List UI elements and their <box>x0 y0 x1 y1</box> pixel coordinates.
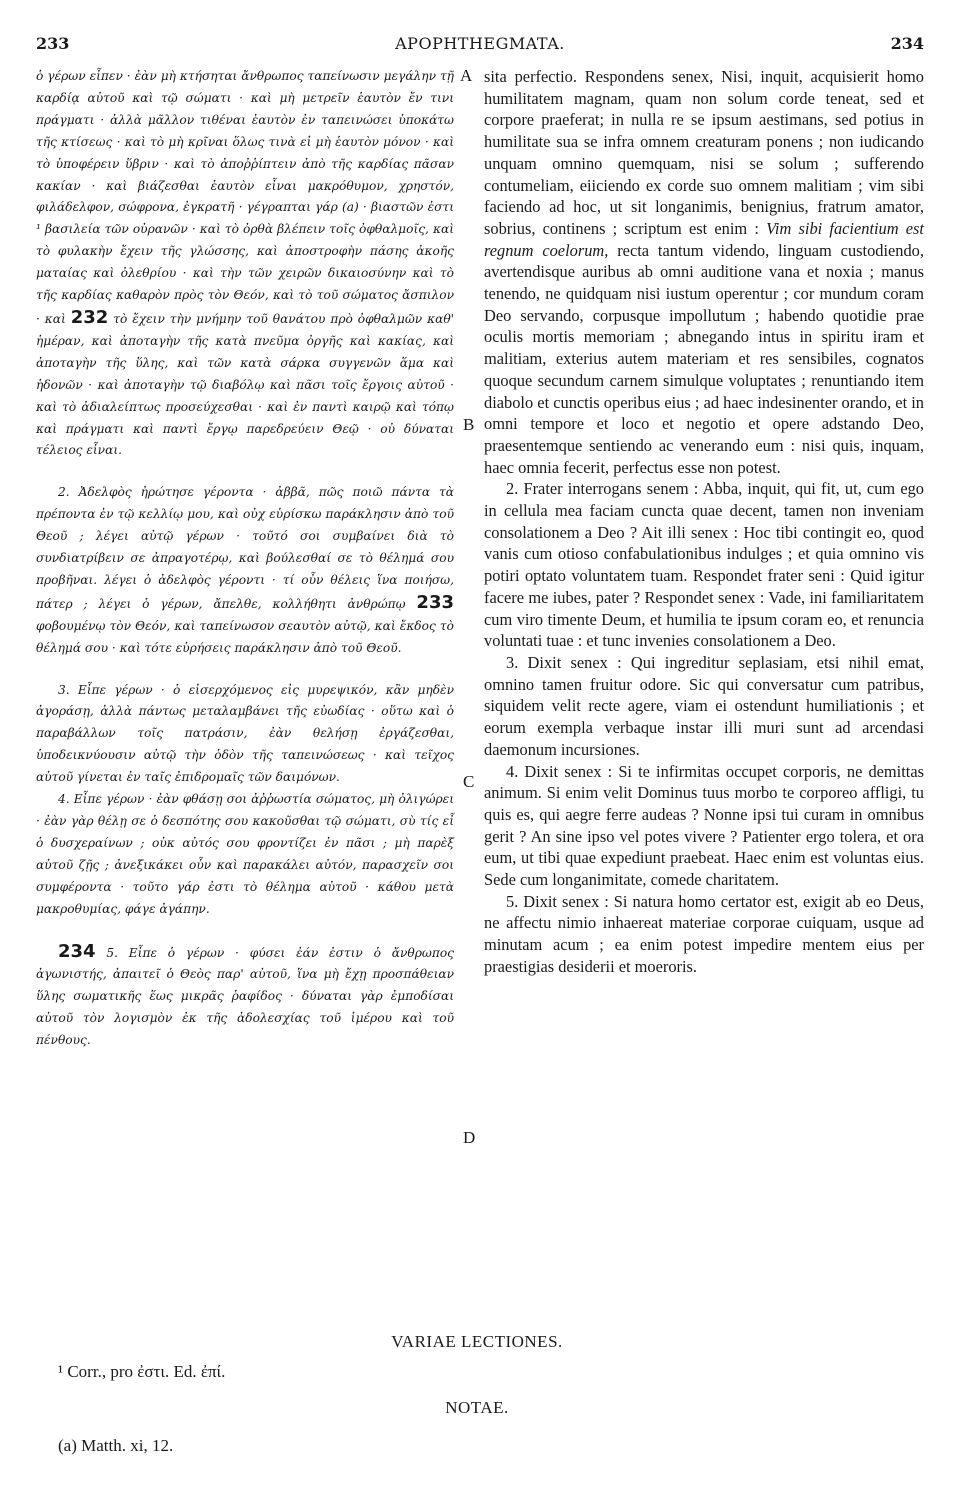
latin-text-1a: sita perfectio. Respondens senex, Nisi, inquit, acquisierit homo humilitatem magnam, quam non solum corde teneat, sed et corpore praeferat; in nulla re se ipsum aestimans, sed potius in humilitate sua se infra omnem creaturam ponens ; non iudicando unquam omnino quemquam, nisi se solum ; sufferendo contumeliam, eiiciendo ex corde suo omnem malitiam ; vim sibi faciendo ad hoc, ut sit longanimis, benignius, fratrum amator, sobrius, continens ; scriptum est enim : <box>484 67 924 238</box>
notae-heading: NOTAE. <box>445 1398 509 1417</box>
greek-paragraph-1 <box>36 66 454 462</box>
right-page-number: 234 <box>890 34 924 53</box>
greek-text-2b: φοβουμένῳ τὸν Θεόν, καὶ ταπείνωσον σεαυτὸν αὐτῷ, καὶ ἔκδος τὸ θέλημά σου · καὶ τότε εὑρήσεις παράκλησιν ἀπὸ τοῦ Θεοῦ. <box>36 618 454 655</box>
latin-column <box>484 66 924 978</box>
column-number-234: 234 <box>58 940 96 962</box>
greek-text-2a: 2. Ἀδελφὸς ἠρώτησε γέροντα · ἀββᾶ, πῶς ποιῶ πάντα τὰ πρέποντα ἐν τῷ κελλίῳ μου, καὶ οὐχ εὑρίσκω παράκλησιν ἀπὸ τοῦ Θεοῦ ; λέγει αὐτῷ γέρων · τοῦτό σοι συμβαίνει διὰ τὸ συνδιατρίβειν σε ἀπραγοτέρῳ, καὶ βούλεσθαί σε τὸ θέλημά σου προβῆναι. λέγει ὁ ἀδελφὸς γέροντι · τί οὖν θέλεις ἵνα ποιήσω, πάτερ ; λέγει ὁ γέρων, ἄπελθε, κολλήθητι ἀνθρώπῳ <box>36 485 454 611</box>
running-title: APOPHTHEGMATA. <box>395 34 565 53</box>
margin-letter-a: A <box>460 66 473 85</box>
column-number-232: 232 <box>70 306 109 328</box>
greek-paragraph-2 <box>36 482 454 659</box>
variae-lectiones-heading: VARIAE LECTIONES. <box>391 1332 563 1351</box>
note-a: (a) Matth. xi, 12. <box>58 1436 174 1455</box>
latin-paragraph-2: 2. Frater interrogans senem : Abba, inquit, qui fit, ut, cum ego in cellula mea faciam cuncta quae decent, tamen non inveniam consolationem a Deo ? Ait illi senex : Hoc tibi contingit eo, quod vanis cum otioso confabulationibus indulges ; et quia omnino vis potiri optato voluntatem tuam. Respondet frater seni : Quid igitur facere me iubes, pater ? Respondet senex : Vade, ini familiaritatem cum viro timente Deum, et humilia te ipsum coram eo, et renuncia voluntati tuae : et tunc invenies consolationem a Deo. <box>484 479 924 651</box>
latin-quote: Vim sibi facientium est regnum coelorum, <box>484 218 924 260</box>
latin-text-1b: recta tantum videndo, linguam custodiendo, avertendisque auribus ab omni auditione vana et noxia ; manus tenendo, ne quidquam nisi iustum operentur ; cor mundum coram Deo servando, corpusque impollutum ; habendo quotidie prae oculis mortis memoriam ; abnegando intus in spiritu iram et malitiam, exterius autem materiam et res sensibiles, cognatos quoque secundum carnem simulque voluptates ; renuntiando item diabolo et cunctis operibus eius ; ad haec indesinenter orando, et in omni tempore et loco et negotio et opere adstando Deo, praesentemque sentiendo ac venerando eum : nisi quis, inquam, haec omnia fecerit, perfectus esse non potest. <box>484 240 924 477</box>
greek-text-1b: τὸ ἔχειν τὴν μνήμην τοῦ θανάτου πρὸ ὀφθαλμῶν καθ' ἡμέραν, καὶ ἀποταγὴν τῆς κατὰ πνεῦμα ὀργῆς καὶ κακίας, καὶ ἀποταγὴν τῆς ὕλης, καὶ τῶν κατὰ σάρκα συγγενῶν ἅμα καὶ ἡδονῶν · καὶ ἀποταγὴν τῷ διαβόλῳ καὶ πᾶσι τοῖς ἔργοις αὐτοῦ · καὶ τὸ ἀδιαλείπτως προσεύχεσθαι · καὶ ἐν παντὶ καιρῷ καὶ τόπῳ καὶ πράγματι καὶ παντὶ ἔργῳ παρεδρεύειν Θεῷ · οὐ δύναται τέλειος εἶναι. <box>36 311 455 458</box>
column-number-233: 233 <box>416 591 454 613</box>
variant-note: ¹ Corr., pro ἐστι. Ed. ἐπί. <box>58 1362 226 1381</box>
greek-text-1a: ὁ γέρων εἶπεν · ἐὰν μὴ κτήσηται ἄνθρωπος ταπείνωσιν μεγάλην τῇ καρδίᾳ αὐτοῦ καὶ τῷ σώματι · καὶ μὴ μετρεῖν ἑαυτὸν ἔν τινι πράγματι · ἀλλὰ μᾶλλον τιθέναι ἑαυτὸν ἐν ταπεινώσει ὑποκάτω τῆς κτίσεως · καὶ τὸ μὴ κρῖναι ὅλως τινὰ εἰ μὴ ἑαυτὸν μόνον · καὶ τὸ ὑποφέρειν ὕβριν · καὶ τὸ ἀποῤῥίπτειν ἀπὸ τῆς καρδίας πᾶσαν κακίαν · καὶ βιάζεσθαι ἑαυτὸν εἶναι μακρόθυμον, χρηστόν, φιλάδελφον, σώφρονα, ἐγκρατῆ · γέγραπται γάρ (a) · βιαστῶν ἐστι ¹ βασιλεία τῶν οὐρανῶν · καὶ τὸ ὀρθὰ βλέπειν τοῖς ὀφθαλμοῖς, καὶ τὸ φυλακὴν ἔχειν τῆς γλώσσης, καὶ ἀποστροφὴν πάσης ἀκοῆς ματαίας καὶ ὀλεθρίου · καὶ τὴν τῶν χειρῶν δικαιοσύνην καὶ τὸ τῆς καρδίας καθαρὸν πρὸς τὸν Θεόν, καὶ τὸ τοῦ σώματος ἄσπιλον · καὶ <box>36 69 454 326</box>
latin-paragraph-1 <box>484 66 924 478</box>
greek-paragraph-3: 3. Εἶπε γέρων · ὁ εἰσερχόμενος εἰς μυρεψικόν, κἂν μηδὲν ἀγοράσῃ, ἀλλὰ πάντως μεταλαμβάνει τῆς εὐωδίας · οὕτω καὶ ὁ παραβάλλων τοῖς πατράσιν, ἐὰν θελήσῃ ἐργάζεσθαι, ὑποδεικνύουσιν αὐτῷ τὴν ὁδὸν τῆς ταπεινώσεως · καὶ τεῖχος αὐτοῦ γίνεται ἐν ταῖς ἐπιδρομαῖς τῶν δαιμόνων. <box>36 682 454 785</box>
page-header <box>36 34 924 60</box>
latin-paragraph-5: 5. Dixit senex : Si natura homo certator est, exigit ab eo Deus, ne affectu nimio inhaereat materiae corporae cuiquam, usque ad minutam acum ; ea enim potest impedire mentem eius per praestigias desiderii et moeroris. <box>484 891 924 976</box>
greek-text-5: 5. Εἶπε ὁ γέρων · φύσει ἐάν ἐστιν ὁ ἄνθρωπος ἀγωνιστής, ἀπαιτεῖ ὁ Θεὸς παρ' αὐτοῦ, ἵνα μὴ ἔχῃ προσπάθειαν ὕλης σωματικῆς ἕως μικρᾶς ῥαφίδος · δύναται γὰρ ἐμποδίσαι αὐτοῦ τὸν λογισμὸν ἐκ τῆς ἀδολεσχίας τοῦ ἱμέρου καὶ τοῦ πένθους. <box>36 945 454 1048</box>
left-page-number: 233 <box>36 34 70 53</box>
greek-paragraph-5 <box>36 941 454 1053</box>
latin-paragraph-4: 4. Dixit senex : Si te infirmitas occupet corporis, ne demittas animum. Si enim velit Dominus tuus morbo te corporeo affligi, tu quis es, qui aegre ferre audeas ? Nonne ipsi tui curam in omnibus gerit ? An sine ipso vel potes vivere ? Patienter ergo tolera, et ora eum, ut tibi quae expediunt praebeat. Haec enim est voluntas eius. Sede cum longanimitate, comede charitatem. <box>484 761 924 890</box>
greek-paragraph-4: 4. Εἶπε γέρων · ἐὰν φθάσῃ σοι ἀῤῥωστία σώματος, μὴ ὀλιγώρει · ἐὰν γὰρ θέλῃ σε ὁ δεσπότης σου κακοῦσθαι τῷ σώματι, σὺ τίς εἶ ὁ δυσχεραίνων ; οὐκ αὐτός σου φροντίζει ἐν πᾶσι ; μὴ παρὲξ αὐτοῦ ζῇς ; ἀνεξικάκει οὖν καὶ παρακάλει αὐτόν, παρασχεῖν σοι συμφέροντα · τοῦτο γάρ ἐστι τὸ θέλημα αὐτοῦ · κάθου μετὰ μακροθυμίας, φάγε ἀγάπην. <box>36 792 454 916</box>
margin-letter-d: D <box>463 1128 476 1147</box>
latin-paragraph-3: 3. Dixit senex : Qui ingreditur seplasiam, etsi nihil emat, omnino tamen fruitur odore. Sic qui conversatur cum patribus, siquidem velit recte agere, viam ei ostendunt humiliationis ; et eorum exempla verbaque instar illi muri sunt ad arcendasi daemonum incursiones. <box>484 652 924 759</box>
margin-letter-b: B <box>463 415 475 434</box>
greek-column <box>36 66 454 1052</box>
margin-letter-c: C <box>463 772 475 791</box>
